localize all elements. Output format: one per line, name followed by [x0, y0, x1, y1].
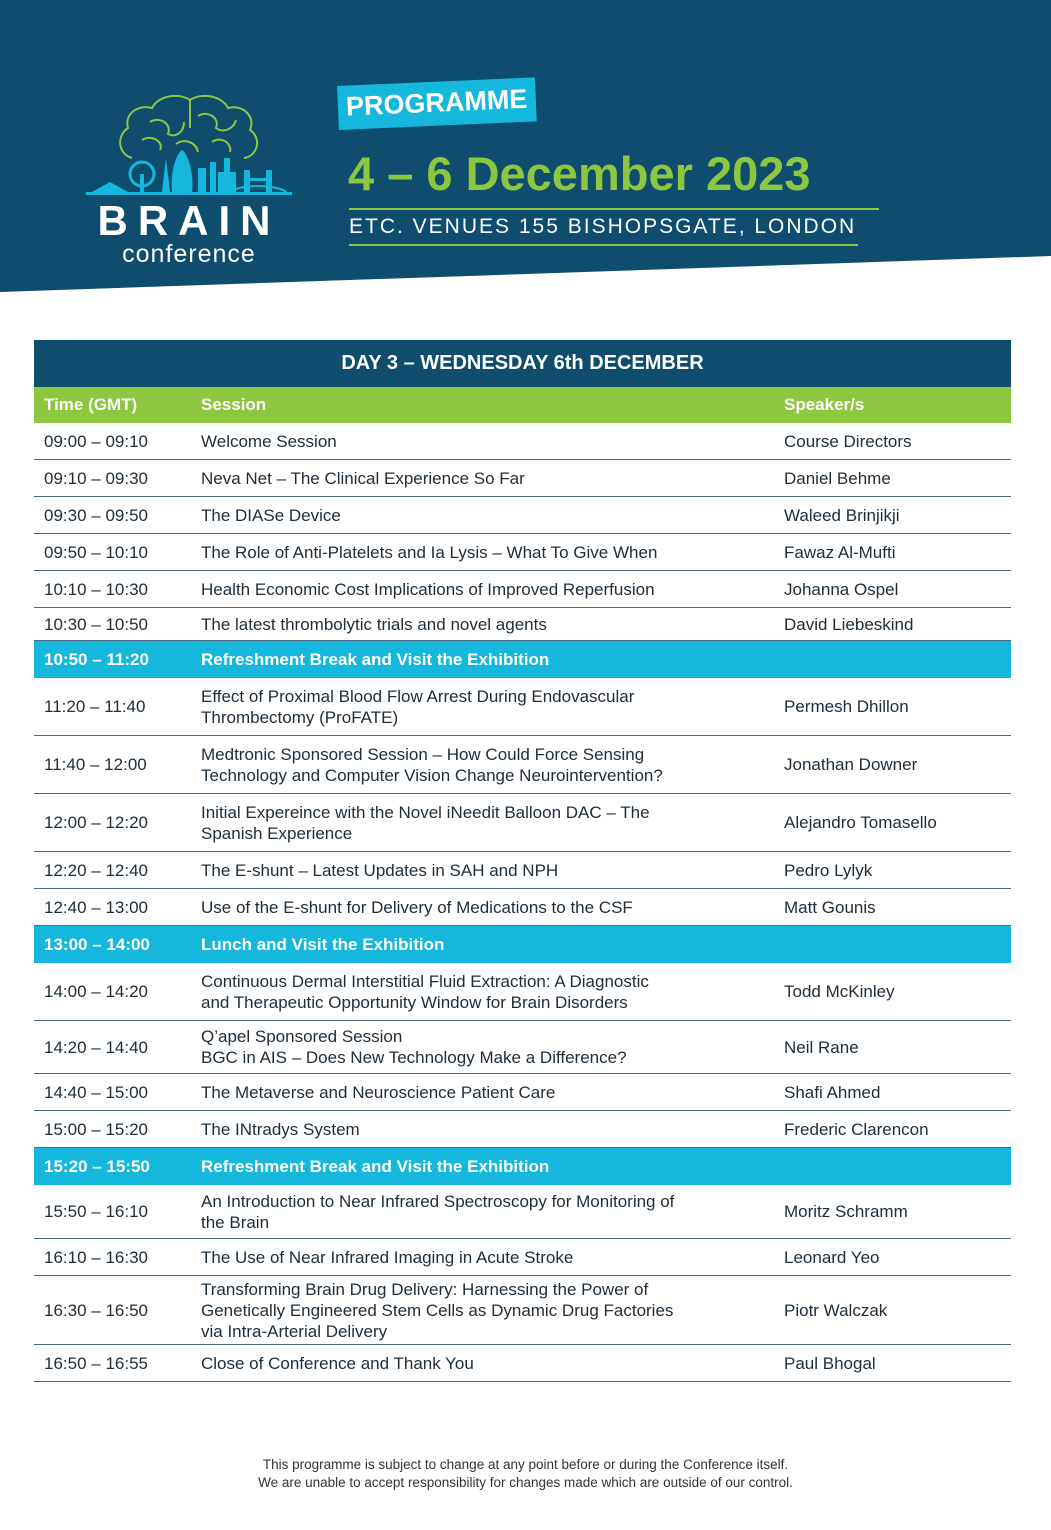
table-row — [34, 1345, 1011, 1382]
session-line: The latest thrombolytic trials and novel agents — [201, 614, 547, 634]
row-session — [201, 1074, 771, 1110]
session-line: The E-shunt – Latest Updates in SAH and NPH — [201, 860, 559, 880]
logo-wordmark: BRAIN — [97, 197, 281, 244]
row-session — [201, 1185, 771, 1238]
row-session — [201, 963, 771, 1020]
schedule-table — [34, 340, 1011, 1382]
table-row — [34, 571, 1011, 608]
row-time: 14:00 – 14:20 — [44, 982, 148, 1001]
session-line: Q’apel Sponsored Session — [201, 1027, 403, 1046]
session-line: Initial Expereince with the Novel iNeedit Balloon DAC – The — [201, 802, 650, 822]
session-line: Spanish Experience — [201, 823, 353, 843]
session-line: The Metaverse and Neuroscience Patient Care — [201, 1082, 556, 1102]
session-line: Health Economic Cost Implications of Improved Reperfusion — [201, 579, 655, 599]
row-speaker: Pedro Lylyk — [784, 860, 873, 880]
disclaimer — [0, 1456, 1051, 1492]
row-speaker: Frederic Clarencon — [784, 1119, 929, 1139]
row-session — [201, 497, 771, 533]
table-row — [34, 889, 1011, 926]
table-row — [34, 1185, 1011, 1239]
day-title: DAY 3 – WEDNESDAY 6th DECEMBER — [34, 340, 1011, 387]
row-speaker: Alejandro Tomasello — [784, 813, 937, 832]
session-line: Neva Net – The Clinical Experience So Far — [201, 468, 525, 488]
row-speaker: Waleed Brinjikji — [784, 505, 900, 525]
table-row — [34, 423, 1011, 460]
session-line: and Therapeutic Opportunity Window for Brain Disorders — [201, 992, 628, 1012]
row-session — [201, 794, 771, 851]
row-time: 09:50 – 10:10 — [44, 542, 148, 562]
table-row — [34, 678, 1011, 736]
break-row — [34, 1148, 1011, 1185]
venue-rule-top — [349, 208, 879, 210]
session-line: via Intra-Arterial Delivery — [201, 1321, 388, 1341]
table-row — [34, 963, 1011, 1021]
column-header-speakers: Speaker/s — [784, 395, 865, 414]
row-time: 16:30 – 16:50 — [44, 1300, 148, 1320]
row-session — [201, 534, 771, 570]
table-row — [34, 460, 1011, 497]
session-line: Medtronic Sponsored Session – How Could Force Sensing — [201, 744, 645, 764]
session-line: Genetically Engineered Stem Cells as Dynamic Drug Factories — [201, 1300, 674, 1320]
session-line: The Role of Anti-Platelets and Ia Lysis – What To Give When — [201, 542, 658, 562]
row-speaker: Daniel Behme — [784, 468, 891, 488]
session-line: Welcome Session — [201, 431, 337, 451]
row-session — [201, 678, 771, 735]
row-time: 16:50 – 16:55 — [44, 1353, 148, 1373]
session-line: The DIASe Device — [201, 505, 341, 525]
row-time: 10:30 – 10:50 — [44, 614, 148, 634]
row-time: 12:40 – 13:00 — [44, 897, 148, 917]
row-session — [201, 1276, 771, 1344]
schedule-rows — [34, 423, 1011, 1382]
column-header-session: Session — [201, 395, 267, 414]
row-time: 12:20 – 12:40 — [44, 860, 148, 880]
row-session — [201, 852, 771, 888]
session-line: Refreshment Break and Visit the Exhibition — [201, 650, 550, 669]
event-dates: 4 – 6 December 2023 — [348, 147, 811, 200]
table-row — [34, 852, 1011, 889]
row-time: 09:10 – 09:30 — [44, 468, 148, 488]
session-line: Transforming Brain Drug Delivery: Harnessing the Power of — [201, 1279, 649, 1299]
row-speaker — [784, 926, 1009, 963]
row-speaker: Jonathan Downer — [784, 755, 918, 774]
session-line: Lunch and Visit the Exhibition — [201, 935, 445, 954]
row-speaker: Fawaz Al-Mufti — [784, 542, 896, 562]
row-speaker: David Liebeskind — [784, 614, 914, 634]
column-header-time: Time (GMT) — [44, 395, 138, 414]
table-row — [34, 1021, 1011, 1074]
venue-text: ETC. VENUES 155 BISHOPSGATE, LONDON — [349, 212, 858, 246]
row-speaker: Neil Rane — [784, 1037, 859, 1057]
row-time: 13:00 – 14:00 — [44, 935, 150, 954]
table-row — [34, 1276, 1011, 1345]
table-row — [34, 497, 1011, 534]
row-time: 15:00 – 15:20 — [44, 1119, 148, 1139]
break-row — [34, 641, 1011, 678]
row-speaker: Johanna Ospel — [784, 579, 899, 599]
session-line: Refreshment Break and Visit the Exhibition — [201, 1157, 550, 1176]
row-speaker — [784, 1148, 1009, 1185]
session-line: Close of Conference and Thank You — [201, 1353, 474, 1373]
table-row — [34, 794, 1011, 852]
row-session — [201, 423, 771, 459]
row-session — [201, 571, 771, 607]
session-line: BGC in AIS – Does New Technology Make a Difference? — [201, 1048, 627, 1067]
column-header-row — [34, 387, 1011, 423]
session-line: Technology and Computer Vision Change Neurointervention? — [201, 765, 663, 785]
row-session — [201, 1239, 771, 1275]
row-speaker: Permesh Dhillon — [784, 697, 909, 716]
row-speaker: Moritz Schramm — [784, 1202, 908, 1221]
table-row — [34, 1239, 1011, 1276]
row-session — [201, 1021, 771, 1073]
row-time: 14:20 – 14:40 — [44, 1037, 148, 1057]
session-line: Thrombectomy (ProFATE) — [201, 707, 399, 727]
table-row — [34, 608, 1011, 641]
row-time: 16:10 – 16:30 — [44, 1247, 148, 1267]
table-row — [34, 1111, 1011, 1148]
row-session — [201, 736, 771, 793]
table-row — [34, 736, 1011, 794]
session-line: Continuous Dermal Interstitial Fluid Extraction: A Diagnostic — [201, 971, 649, 991]
programme-badge: PROGRAMME — [337, 77, 536, 130]
session-line: The INtradys System — [201, 1119, 360, 1139]
row-time: 10:10 – 10:30 — [44, 579, 148, 599]
row-time: 11:20 – 11:40 — [44, 697, 146, 716]
disclaimer-line-1: This programme is subject to change at any point before or during the Conference itself. — [262, 1457, 789, 1472]
row-session — [201, 460, 771, 496]
session-line: An Introduction to Near Infrared Spectroscopy for Monitoring of — [201, 1191, 675, 1211]
row-speaker: Leonard Yeo — [784, 1247, 880, 1267]
row-time: 09:30 – 09:50 — [44, 505, 148, 525]
row-time: 15:20 – 15:50 — [44, 1157, 150, 1176]
row-session — [201, 1148, 771, 1185]
row-speaker: Paul Bhogal — [784, 1353, 876, 1373]
row-speaker: Shafi Ahmed — [784, 1082, 881, 1102]
row-session — [201, 926, 771, 963]
row-speaker: Matt Gounis — [784, 897, 876, 917]
disclaimer-line-2: We are unable to accept responsibility for changes made which are outside of our control. — [258, 1475, 793, 1490]
row-session — [201, 1111, 771, 1147]
row-time: 15:50 – 16:10 — [44, 1202, 148, 1221]
row-speaker: Piotr Walczak — [784, 1300, 888, 1320]
row-speaker — [784, 641, 1009, 678]
logo-subtitle: conference — [122, 240, 256, 268]
table-row — [34, 1074, 1011, 1111]
row-speaker: Todd McKinley — [784, 982, 895, 1001]
row-speaker: Course Directors — [784, 431, 912, 451]
row-session — [201, 608, 771, 640]
session-line: Effect of Proximal Blood Flow Arrest During Endovascular — [201, 686, 635, 706]
table-row — [34, 534, 1011, 571]
row-time: 09:00 – 09:10 — [44, 431, 148, 451]
row-session — [201, 889, 771, 925]
row-time: 10:50 – 11:20 — [44, 650, 149, 669]
session-line: Use of the E-shunt for Delivery of Medications to the CSF — [201, 897, 633, 917]
session-line: The Use of Near Infrared Imaging in Acute Stroke — [201, 1247, 574, 1267]
break-row — [34, 926, 1011, 963]
row-time: 12:00 – 12:20 — [44, 813, 148, 832]
row-session — [201, 641, 771, 678]
row-time: 14:40 – 15:00 — [44, 1082, 148, 1102]
row-session — [201, 1345, 771, 1381]
row-time: 11:40 – 12:00 — [44, 755, 147, 774]
session-line: the Brain — [201, 1212, 270, 1232]
